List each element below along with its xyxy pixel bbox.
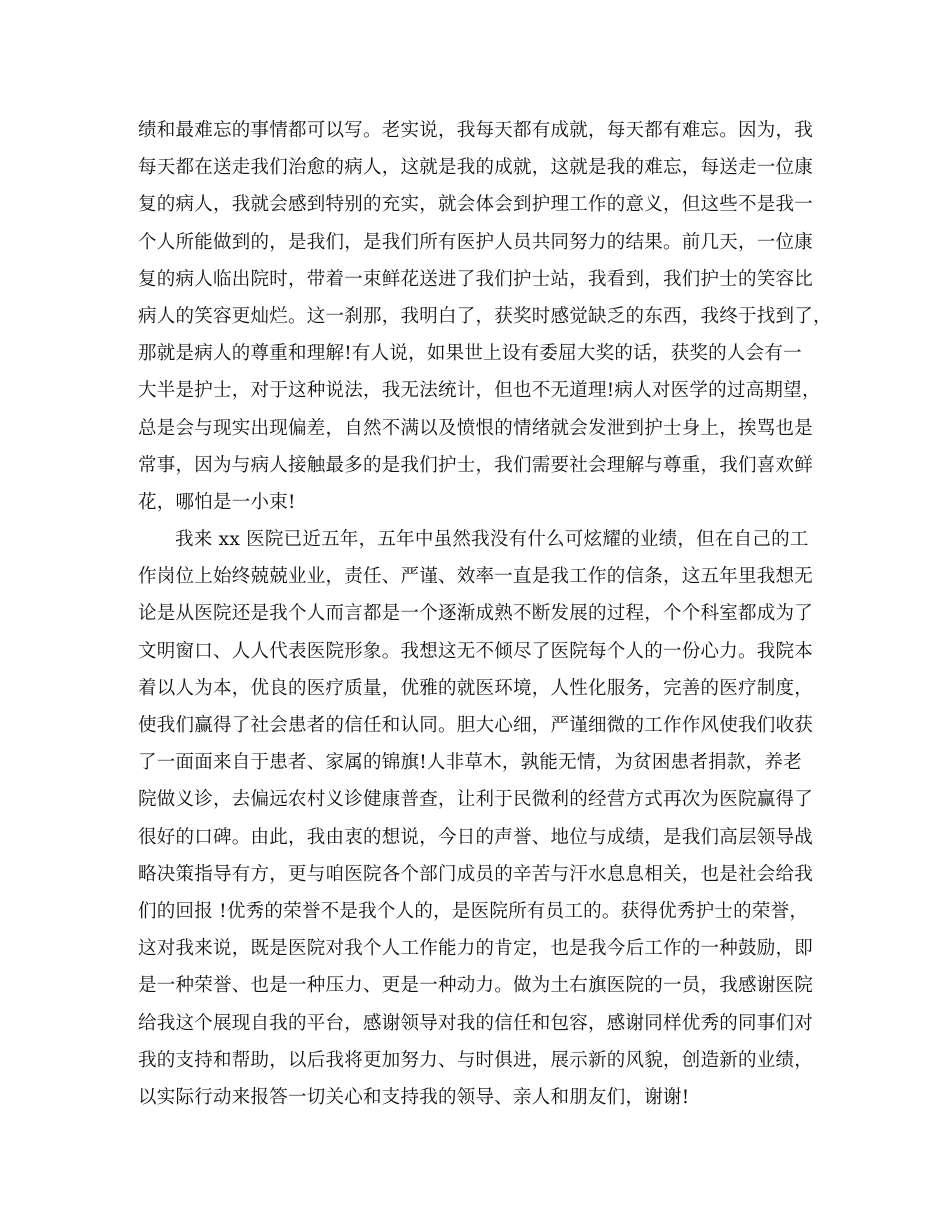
paragraph-2-line-8: 院做义诊，去偏远农村义诊健康普查，让利于民微利的经营方式再次为医院赢得了 bbox=[138, 789, 814, 811]
paragraph-1-line-3: 复的病人，我就会感到特别的充实，就会体会到护理工作的意义，但这些不是我一 bbox=[138, 194, 814, 216]
paragraph-2-line-13: 是一种荣誉、也是一种压力、更是一种动力。做为土右旗医院的一员，我感谢医院 bbox=[138, 975, 814, 997]
paragraph-2-line-6: 使我们赢得了社会患者的信任和认同。胆大心细，严谨细微的工作作风使我们收获 bbox=[138, 715, 814, 736]
paragraph-1-line-11: 花，哪怕是一小束! bbox=[138, 491, 296, 513]
paragraph-1-line-5: 复的病人临出院时，带着一束鲜花送进了我们护士站，我看到，我们护士的笑容比 bbox=[138, 268, 814, 290]
paragraph-2-line-10: 略决策指导有方，更与咱医院各个部门成员的辛苦与汗水息息相关，也是社会给我 bbox=[138, 863, 814, 885]
paragraph-2-line-2: 作岗位上始终兢兢业业，责任、严谨、效率一直是我工作的信条，这五年里我想无 bbox=[138, 566, 814, 588]
paragraph-2-line-5: 着以人为本，优良的医疗质量，优雅的就医环境，人性化服务，完善的医疗制度， bbox=[138, 677, 814, 699]
document-body bbox=[138, 112, 832, 1116]
paragraph-2-line-14: 给我这个展现自我的平台，感谢领导对我的信任和包容，感谢同样优秀的同事们对 bbox=[138, 1012, 814, 1034]
paragraph-2-line-11: 们的回报 !优秀的荣誉不是我个人的，是医院所有员工的。获得优秀护士的荣誉， bbox=[138, 900, 809, 922]
paragraph-2-line-9: 很好的口碑。由此，我由衷的想说，今日的声誉、地位与成绩，是我们高层领导战 bbox=[138, 826, 814, 848]
paragraph-2-line-15: 我的支持和帮助，以后我将更加努力、与时俱进，展示新的风貌，创造新的业绩， bbox=[138, 1049, 814, 1071]
paragraph-2-line-16: 以实际行动来报答一切关心和支持我的领导、亲人和朋友们，谢谢! bbox=[138, 1086, 690, 1108]
paragraph-2-line-12: 这对我来说，既是医院对我个人工作能力的肯定，也是我今后工作的一种鼓励，即 bbox=[138, 938, 814, 960]
paragraph-1-line-10: 常事，因为与病人接触最多的是我们护士，我们需要社会理解与尊重，我们喜欢鲜 bbox=[138, 454, 814, 476]
paragraph-1-line-9: 总是会与现实出现偏差，自然不满以及愤恨的情绪就会发泄到护士身上，挨骂也是 bbox=[138, 417, 814, 439]
paragraph-1-line-2: 每天都在送走我们治愈的病人，这就是我的成就，这就是我的难忘，每送走一位康 bbox=[138, 157, 814, 179]
paragraph-1-line-1: 绩和最难忘的事情都可以写。老实说，我每天都有成就，每天都有难忘。因为，我 bbox=[138, 120, 814, 141]
paragraph-2-line-7: 了一面面来自于患者、家属的锦旗!人非草木，孰能无情，为贫困患者捐款，养老 bbox=[138, 752, 802, 774]
paragraph-1-line-4: 个人所能做到的，是我们，是我们所有医护人员共同努力的结果。前几天，一位康 bbox=[138, 231, 814, 253]
paragraph-2-line-3: 论是从医院还是我个人而言都是一个逐渐成熟不断发展的过程，个个科室都成为了 bbox=[138, 603, 814, 625]
paragraph-1-line-8: 大半是护士，对于这种说法，我无法统计，但也不无道理!病人对医学的过高期望， bbox=[138, 380, 821, 402]
paragraph-2-line-4: 文明窗口、人人代表医院形象。我想这无不倾尽了医院每个人的一份心力。我院本 bbox=[138, 640, 814, 662]
paragraph-1-line-7: 那就是病人的尊重和理解!有人说，如果世上设有委屈大奖的话，获奖的人会有一 bbox=[138, 343, 802, 365]
paragraph-2-line-1: 我来 xx 医院已近五年，五年中虽然我没有什么可炫耀的业绩，但在自己的工 bbox=[175, 529, 809, 551]
paragraph-1-line-6: 病人的笑容更灿烂。这一刹那，我明白了，获奖时感觉缺乏的东西，我终于找到了， bbox=[138, 305, 832, 327]
